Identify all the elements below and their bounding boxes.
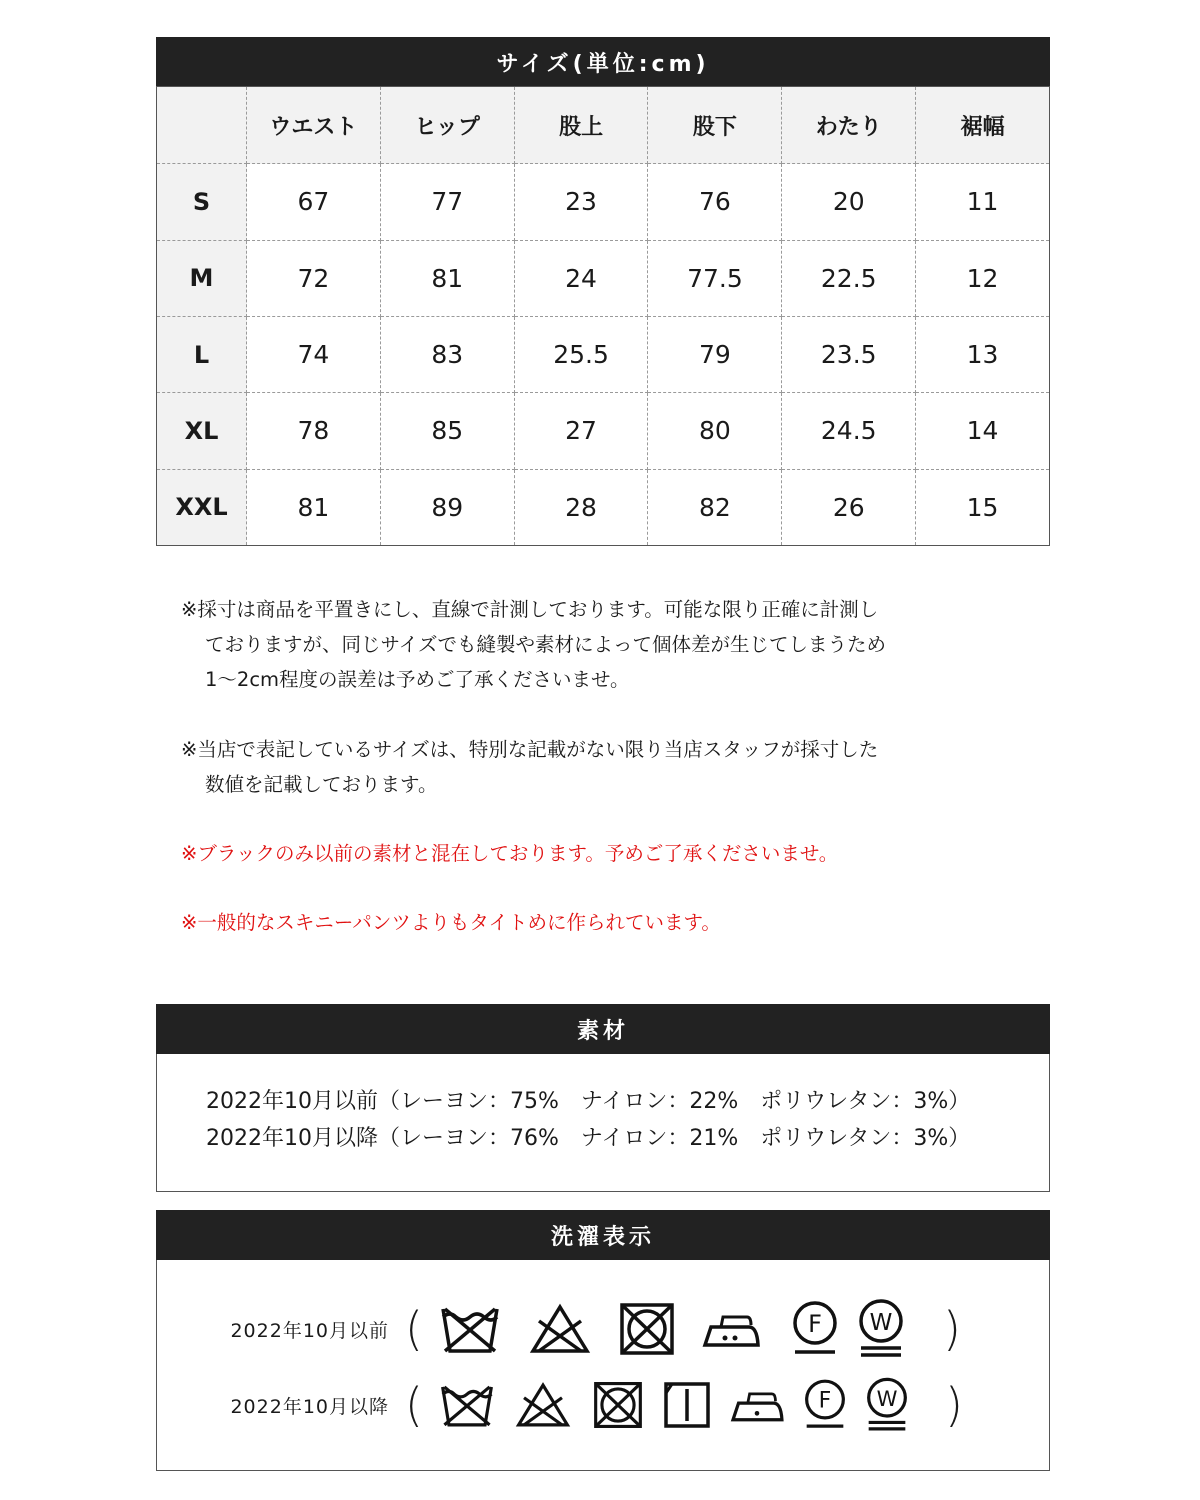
wet-clean-w-icon xyxy=(865,1377,909,1433)
no-wash-icon xyxy=(439,1303,501,1355)
corner-cell xyxy=(157,87,247,164)
table-cell: 81 xyxy=(247,469,381,545)
table-cell: 25.5 xyxy=(514,316,648,392)
warning-note: ※ブラックのみ以前の素材と混在しております。予めご了承くださいませ。 xyxy=(181,842,839,865)
table-cell: 14 xyxy=(916,393,1050,469)
table-cell: 12 xyxy=(916,240,1050,316)
close-paren: ) xyxy=(943,1302,961,1356)
note-text: 1～2cm程度の誤差は予めご了承くださいませ。 xyxy=(205,668,630,691)
iron-low-icon xyxy=(701,1303,761,1355)
col-header: 股下 xyxy=(648,87,782,164)
table-cell: 77 xyxy=(380,164,514,240)
table-cell: 89 xyxy=(380,469,514,545)
col-header: ヒップ xyxy=(380,87,514,164)
size-table-title: サイズ(単位:cm) xyxy=(496,51,710,77)
material-line: 2022年10月以降（レーヨン：76% ナイロン：21% ポリウレタン：3%） xyxy=(206,1126,971,1151)
notes-section xyxy=(181,592,981,940)
care-row-label: 2022年10月以降 xyxy=(230,1395,389,1418)
table-cell: 27 xyxy=(514,393,648,469)
material-title: 素材 xyxy=(576,1018,629,1044)
col-header: 股上 xyxy=(514,87,648,164)
care-row-after xyxy=(157,1370,973,1440)
row-header: L xyxy=(157,316,247,392)
no-bleach-icon xyxy=(515,1381,571,1429)
drip-dry-icon xyxy=(663,1381,711,1429)
row-header: XL xyxy=(157,393,247,469)
table-row xyxy=(157,164,1050,240)
table-cell: 11 xyxy=(916,164,1050,240)
table-cell: 85 xyxy=(380,393,514,469)
table-cell: 23 xyxy=(514,164,648,240)
care-title: 洗濯表示 xyxy=(550,1224,655,1250)
table-row xyxy=(157,316,1050,392)
open-paren: ( xyxy=(405,1378,423,1432)
svg-text:F: F xyxy=(808,1310,822,1338)
svg-text:W: W xyxy=(876,1385,898,1411)
table-cell: 24.5 xyxy=(782,393,916,469)
material-header xyxy=(156,1004,1050,1054)
note-text: ※採寸は商品を平置きにし、直線で計測しております。可能な限り正確に計測し xyxy=(181,598,879,621)
table-cell: 22.5 xyxy=(782,240,916,316)
close-paren: ) xyxy=(945,1378,963,1432)
note-text: 数値を記載しております。 xyxy=(205,773,438,796)
table-cell: 82 xyxy=(648,469,782,545)
material-box xyxy=(156,1054,1050,1192)
table-cell: 80 xyxy=(648,393,782,469)
note-text: ※当店で表記しているサイズは、特別な記載がない限り当店スタッフが採寸した xyxy=(181,738,879,761)
no-wash-icon xyxy=(439,1381,495,1429)
svg-text:F: F xyxy=(818,1388,832,1414)
no-tumble-dry-icon xyxy=(619,1303,675,1355)
table-cell: 72 xyxy=(247,240,381,316)
table-row xyxy=(157,240,1050,316)
table-row xyxy=(157,393,1050,469)
col-header: わたり xyxy=(782,87,916,164)
col-header: ウエスト xyxy=(247,87,381,164)
table-cell: 24 xyxy=(514,240,648,316)
wet-clean-w-icon xyxy=(857,1299,905,1359)
table-cell: 83 xyxy=(380,316,514,392)
care-row-label: 2022年10月以前 xyxy=(230,1319,389,1342)
dry-clean-f-icon xyxy=(791,1301,839,1357)
note-text: ておりますが、同じサイズでも縫製や素材によって個体差が生じてしまうため xyxy=(205,633,886,656)
table-cell: 67 xyxy=(247,164,381,240)
table-row xyxy=(157,469,1050,545)
table-cell: 81 xyxy=(380,240,514,316)
table-cell: 13 xyxy=(916,316,1050,392)
dry-clean-f-icon xyxy=(803,1379,847,1431)
table-cell: 20 xyxy=(782,164,916,240)
svg-text:W: W xyxy=(869,1310,893,1336)
table-cell: 77.5 xyxy=(648,240,782,316)
care-header xyxy=(156,1210,1050,1260)
care-row-before xyxy=(157,1294,971,1364)
size-table-header xyxy=(156,37,1050,87)
open-paren: ( xyxy=(405,1302,423,1356)
material-line: 2022年10月以前（レーヨン：75% ナイロン：22% ポリウレタン：3%） xyxy=(206,1089,971,1114)
table-cell: 23.5 xyxy=(782,316,916,392)
table-cell: 28 xyxy=(514,469,648,545)
table-cell: 26 xyxy=(782,469,916,545)
table-cell: 15 xyxy=(916,469,1050,545)
table-cell: 74 xyxy=(247,316,381,392)
table-cell: 79 xyxy=(648,316,782,392)
iron-low-icon xyxy=(729,1381,785,1429)
table-cell: 76 xyxy=(648,164,782,240)
row-header: M xyxy=(157,240,247,316)
size-table xyxy=(156,86,1050,546)
no-bleach-icon xyxy=(529,1303,591,1355)
col-header: 裾幅 xyxy=(916,87,1050,164)
row-header: S xyxy=(157,164,247,240)
no-tumble-dry-icon xyxy=(593,1381,643,1429)
row-header: XXL xyxy=(157,469,247,545)
size-table-header-row xyxy=(157,87,1050,164)
table-cell: 78 xyxy=(247,393,381,469)
warning-note: ※一般的なスキニーパンツよりもタイトめに作られています。 xyxy=(181,911,721,934)
care-box xyxy=(156,1260,1050,1471)
